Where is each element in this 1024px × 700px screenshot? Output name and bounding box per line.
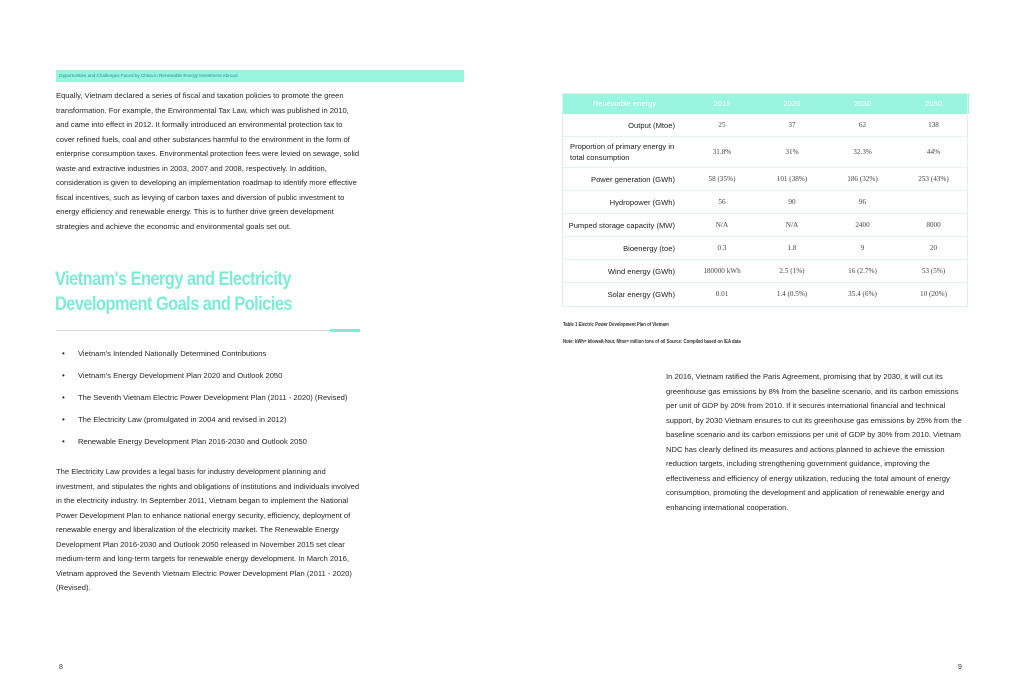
policy-list xyxy=(62,347,362,457)
table-cell: 56 xyxy=(687,191,757,214)
table-cell: 8000 xyxy=(898,214,969,237)
table-cell: 138 xyxy=(898,114,969,137)
list-item xyxy=(62,413,362,428)
table-row xyxy=(562,237,969,260)
table-cell: N/A xyxy=(757,214,827,237)
bullet-icon: • xyxy=(62,415,65,424)
table-header-cell: Renewable energy xyxy=(562,93,687,114)
section-title: Vietnam's Energy and Electricity Development Goals and Policies xyxy=(55,269,292,315)
bullet-icon: • xyxy=(62,371,65,380)
table-cell: 101 (38%) xyxy=(757,168,827,191)
table-cell: 31.8% xyxy=(687,137,757,168)
table-cell: 0.01 xyxy=(715,290,729,298)
table-cell: 32.3% xyxy=(827,137,898,168)
table-cell: 31% xyxy=(757,137,827,168)
table-cell: 44% xyxy=(898,137,969,168)
table-cell: 16 (2.7%) xyxy=(827,260,898,283)
table-row xyxy=(562,283,969,306)
row-label: Proportion of primary energy in total consumption xyxy=(562,137,687,168)
table-cell: 90 xyxy=(757,191,827,214)
list-item-text: The Seventh Vietnam Electric Power Development Plan (2011 - 2020) (Revised) xyxy=(78,393,348,402)
table-cell: 20 xyxy=(898,237,969,260)
table-header-cell: 2030 xyxy=(827,93,898,114)
table-note: Note: kWh= kilowatt-hour, Mtoe= million tons of oil Source: Compiled based on IEA data xyxy=(563,339,741,345)
table-header-row xyxy=(562,93,969,114)
table-cell: 1.4 (0.5%) xyxy=(776,290,808,298)
energy-plan-table xyxy=(562,93,969,305)
page-number-left: 8 xyxy=(59,664,63,671)
row-label: Hydropower (GWh) xyxy=(562,191,687,214)
running-header: Opportunities and Challenges Faced by China in Renewable Energy Investment Abroad xyxy=(56,70,464,82)
table-cell: 9 xyxy=(827,237,898,260)
bullet-icon: • xyxy=(62,349,65,358)
table-cell: 10 (20%) xyxy=(920,290,947,298)
paris-agreement-paragraph: In 2016, Vietnam ratified the Paris Agreement, promising that by 2030, it will cut its greenhouse gas emissions by 8% from the baseline scenario, and its carbon emissions per unit of GDP by 20% from 2010. If it secures international financial and technical support, by 2030 Vietnam ensures to cut its greenhouse gas emissions by 25% from the baseline scenario and its carbon emissions per unit of GDP by 30% from 2010. Vietnam NDC has clearly defined its measures and actions planned to achieve the emission reduction targets, including strengthening government guidance, improving the effectiveness and efficiency of energy utilization, reducing the total amount of energy consumption, promoting the development and application of renewable energy and enhancing international cooperation. xyxy=(666,372,962,512)
list-item-text: Vietnam's Intended Nationally Determined Contributions xyxy=(78,349,267,358)
table-cell: 53 (5%) xyxy=(898,260,969,283)
table-caption: Table 1 Electric Power Development Plan of Vietnam xyxy=(563,322,669,328)
electricity-law-paragraph: The Electricity Law provides a legal basis for industry development planning and investment, and stipulates the rights and obligations of institutions and individuals involved in the electricity industry. In September 2011, Vietnam began to implement the National Power Development Plan to enhance national energy security, efficiency, deployment of renewable energy and liberalization of the electricity market. The Renewable Energy Development Plan 2016-2030 and Outlook 2050 released in November 2015 set clear medium-term and long-term targets for renewable energy development. In March 2016, Vietnam approved the Seventh Vietnam Electric Power Development Plan (2011 - 2020) (Revised). xyxy=(56,467,360,592)
table-row xyxy=(562,260,969,283)
table-cell: 62 xyxy=(827,114,898,137)
list-item xyxy=(62,369,362,384)
bullet-icon: • xyxy=(62,437,65,446)
table-cell: 25 xyxy=(687,114,757,137)
row-label: Solar energy (GWh) xyxy=(607,289,675,299)
table-cell: 180000 kWh xyxy=(687,260,757,283)
list-item xyxy=(62,435,362,450)
table-cell: 96 xyxy=(827,191,898,214)
table-cell: 35.4 (6%) xyxy=(848,290,877,298)
table-row xyxy=(562,168,969,191)
table-header-cell: 2020 xyxy=(757,93,827,114)
section-divider-accent xyxy=(330,329,360,332)
list-item xyxy=(62,347,362,362)
table-cell: 186 (32%) xyxy=(827,168,898,191)
page-number-right: 9 xyxy=(958,664,962,671)
list-item-text: The Electricity Law (promulgated in 2004 and revised in 2012) xyxy=(78,415,287,424)
table-cell: 2.5 (1%) xyxy=(757,260,827,283)
list-item xyxy=(62,391,362,406)
table-cell: 37 xyxy=(757,114,827,137)
table-cell: 2400 xyxy=(827,214,898,237)
table-header-cell: 2050 xyxy=(898,93,969,114)
row-label: Output (Mtoe) xyxy=(562,114,687,137)
row-label: Wind energy (GWh) xyxy=(562,260,687,283)
table-cell xyxy=(898,191,969,214)
intro-paragraph: Equally, Vietnam declared a series of fiscal and taxation policies to promote the green transformation. For example, the Environmental Tax Law, which was published in 2010, and came into effect in 2012. It formally introduced an environmental protection tax to cover refined fuels, coal and other substances harmful to the environment in the form of enterprise consumption taxes. Environmental protection fees were levied on sewage, solid waste and extractive industries in 2003, 2007 and 2008, respectively. In addition, consideration is given to developing an implementation roadmap to identify more effective fiscal incentives, such as levying of carbon taxes and diversion of public investment to energy efficiency and renewable energy. This is to further drive green development strategies and achieve the economic and environmental goals set out. xyxy=(56,91,360,231)
list-item-text: Renewable Energy Development Plan 2016-2030 and Outlook 2050 xyxy=(78,437,307,446)
table-row xyxy=(562,191,969,214)
table-cell: 253 (43%) xyxy=(898,168,969,191)
row-label: Pumped storage capacity (MW) xyxy=(562,214,687,237)
table-header-cell: 2015 xyxy=(687,93,757,114)
table-cell: 0.3 xyxy=(687,237,757,260)
table-cell: 1.8 xyxy=(757,237,827,260)
table-row xyxy=(562,114,969,137)
table-cell: 58 (35%) xyxy=(687,168,757,191)
list-item-text: Vietnam's Energy Development Plan 2020 and Outlook 2050 xyxy=(78,371,283,380)
table-cell: N/A xyxy=(687,214,757,237)
section-divider xyxy=(56,330,331,331)
table-row xyxy=(562,214,969,237)
row-label: Bioenergy (toe) xyxy=(562,237,687,260)
bullet-icon: • xyxy=(62,393,65,402)
table-row xyxy=(562,137,969,168)
row-label: Power generation (GWh) xyxy=(562,168,687,191)
